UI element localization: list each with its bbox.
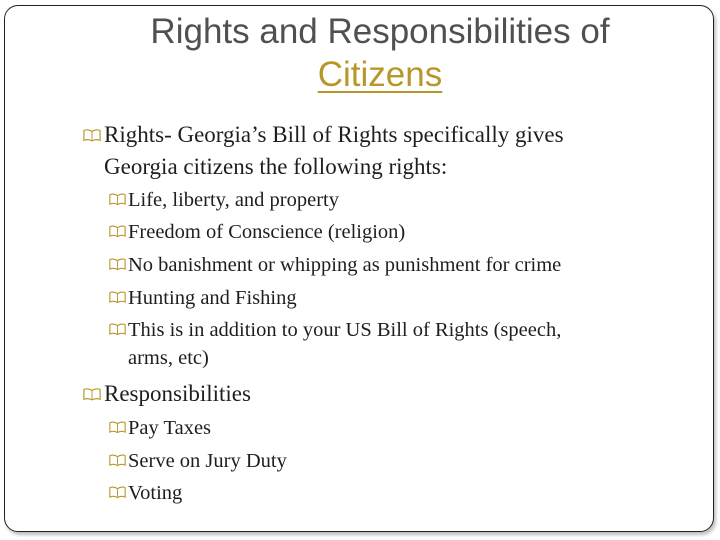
responsibilities-item-label: Voting xyxy=(128,482,183,504)
responsibilities-item-label: Serve on Jury Duty xyxy=(128,450,287,472)
rights-heading-line-1: Rights- Georgia’s Bill of Rights specifically gives xyxy=(104,122,564,147)
rights-item-continuation xyxy=(128,344,209,372)
rights-item xyxy=(128,316,561,344)
open-book-icon xyxy=(109,453,126,467)
open-book-icon xyxy=(109,257,126,271)
rights-item-continuation-label: arms, etc) xyxy=(128,347,209,369)
open-book-icon xyxy=(109,192,126,206)
open-book-icon xyxy=(109,322,126,336)
title-line-2: Citizens xyxy=(317,55,443,94)
rights-item-label: This is in addition to your US Bill of Rights (speech, xyxy=(128,319,562,341)
rights-item xyxy=(128,186,339,214)
rights-item xyxy=(128,218,405,246)
open-book-icon xyxy=(109,224,126,238)
rights-item-label: Life, liberty, and property xyxy=(128,189,339,211)
rights-heading xyxy=(104,119,564,151)
open-book-icon xyxy=(109,290,126,304)
responsibilities-item-label: Pay Taxes xyxy=(128,417,212,439)
responsibilities-item xyxy=(128,479,182,507)
responsibilities-heading xyxy=(104,378,251,410)
rights-item-label: No banishment or whipping as punishment for crime xyxy=(128,254,562,276)
open-book-icon xyxy=(109,420,126,434)
responsibilities-item xyxy=(128,447,287,475)
open-book-icon xyxy=(109,485,126,499)
responsibilities-heading-label: Responsibilities xyxy=(104,381,251,406)
rights-item-label: Hunting and Fishing xyxy=(128,287,297,309)
open-book-icon xyxy=(83,127,101,143)
open-book-icon xyxy=(83,386,101,402)
rights-heading-continuation xyxy=(104,151,447,183)
title-line-1: Rights and Responsibilities of xyxy=(150,12,610,51)
rights-item xyxy=(128,251,561,279)
rights-item xyxy=(128,284,297,312)
responsibilities-item xyxy=(128,414,211,442)
rights-item-label: Freedom of Conscience (religion) xyxy=(128,221,406,243)
rights-heading-line-2: Georgia citizens the following rights: xyxy=(104,154,448,179)
